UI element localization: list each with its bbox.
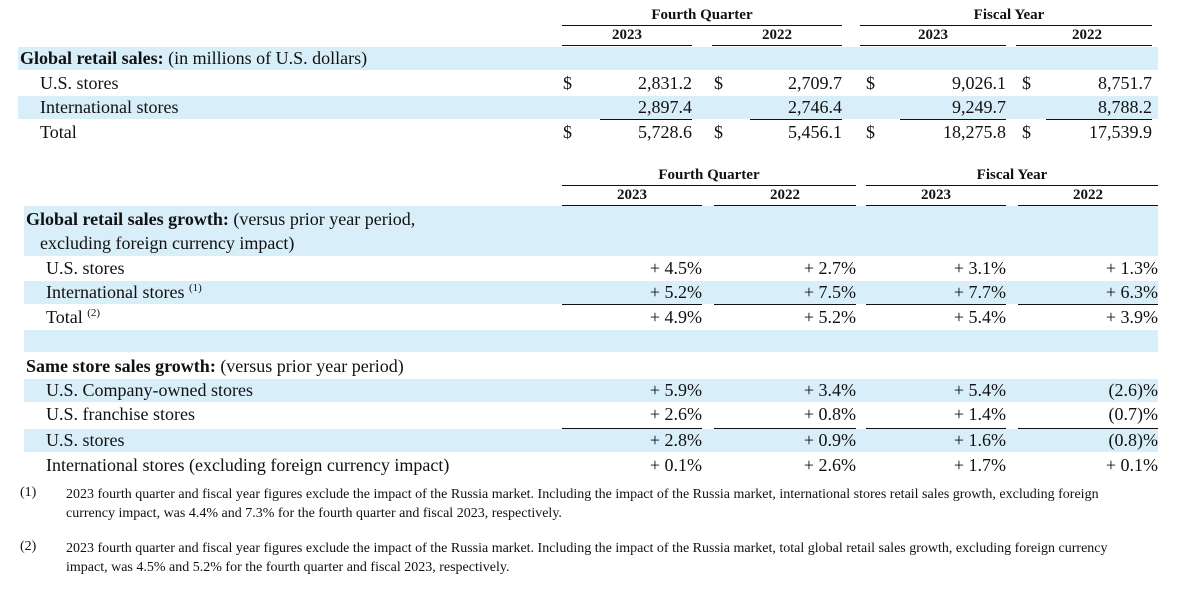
value-cell: + 0.1% (649, 455, 702, 475)
divider (866, 304, 1006, 305)
divider (866, 185, 1158, 186)
footnote-marker: (2) (20, 539, 37, 554)
value-cell: + 4.9% (649, 307, 702, 327)
divider (712, 45, 842, 46)
row-label: International stores $^{(1)}$ (46, 282, 202, 302)
divider (1016, 45, 1152, 46)
row-label: Total (40, 122, 77, 142)
value-cell: 8,751.7 (1098, 73, 1152, 93)
divider (1018, 304, 1158, 305)
value-cell: + 4.5% (649, 258, 702, 278)
row-label: U.S. stores (46, 258, 125, 278)
year-header: 2022 (1073, 187, 1103, 203)
section-title-continued: excluding foreign currency impact) (40, 233, 295, 253)
section-title: Global retail sales growth: (versus prior year period, (26, 209, 416, 229)
value-cell: 2,831.2 (638, 73, 692, 93)
value-cell: + 2.6% (649, 404, 702, 424)
section-title: Global retail sales: (in millions of U.S. dollars) (20, 48, 368, 68)
value-cell: + 7.5% (803, 282, 856, 302)
divider (562, 185, 856, 186)
value-cell: + 5.9% (649, 380, 702, 400)
dollar-sign: $ (1022, 73, 1031, 93)
divider (714, 304, 856, 305)
value-cell: + 5.4% (953, 307, 1006, 327)
value-cell: + 3.4% (803, 380, 856, 400)
dollar-sign: $ (1022, 122, 1031, 142)
value-cell: 5,728.6 (638, 122, 692, 142)
value-cell: 9,026.1 (952, 73, 1006, 93)
value-cell: + 1.4% (953, 404, 1006, 424)
fiscal-year-header: Fiscal Year (973, 7, 1045, 23)
row-label: U.S. stores (46, 430, 125, 450)
value-cell: (0.8)% (1108, 430, 1158, 450)
dollar-sign: $ (714, 73, 723, 93)
divider (562, 25, 842, 26)
value-cell: + 1.6% (953, 430, 1006, 450)
footnote-text: 2023 fourth quarter and fiscal year figures exclude the impact of the Russia market. Including the impact of the Russia market, total global retail sales growth, excluding foreign currency impact, was 4.5% and 5.2% for the fourth quarter and fiscal 2023, respectively. (66, 541, 1108, 575)
value-cell: + 5.2% (649, 282, 702, 302)
value-cell: + 3.1% (953, 258, 1006, 278)
row-shading (24, 330, 1158, 352)
value-cell: 18,275.8 (943, 122, 1006, 142)
value-cell: + 2.6% (803, 455, 856, 475)
divider (600, 119, 692, 120)
footnote-text: 2023 fourth quarter and fiscal year figures exclude the impact of the Russia market. Including the impact of the Russia market, international stores retail sales growth, excluding foreign currency impact, was 4.4% and 7.3% for the fourth quarter and fiscal 2023, respectively. (66, 487, 1099, 521)
dollar-sign: $ (563, 122, 572, 142)
value-cell: 2,897.4 (638, 97, 692, 117)
year-header: 2023 (617, 187, 647, 203)
divider (860, 45, 1006, 46)
value-cell: 5,456.1 (788, 122, 842, 142)
value-cell: + 0.1% (1105, 455, 1158, 475)
divider (562, 45, 692, 46)
value-cell: 9,249.7 (952, 97, 1006, 117)
section-title: Same store sales growth: (versus prior year period) (26, 356, 404, 376)
dollar-sign: $ (866, 122, 875, 142)
row-label: U.S. franchise stores (46, 404, 195, 424)
value-cell: 2,746.4 (788, 97, 842, 117)
value-cell: + 2.7% (803, 258, 856, 278)
year-header: 2022 (1072, 27, 1102, 43)
fiscal-year-header: Fiscal Year (976, 167, 1048, 183)
year-header: 2023 (921, 187, 951, 203)
row-label: U.S. Company-owned stores (46, 380, 253, 400)
row-label: Total $^{(2)}$ (46, 307, 101, 327)
footnote-marker: (1) (20, 485, 37, 500)
value-cell: (2.6)% (1108, 380, 1158, 400)
row-label: U.S. stores (40, 73, 119, 93)
value-cell: 2,709.7 (788, 73, 842, 93)
value-cell: + 1.7% (953, 455, 1006, 475)
dollar-sign: $ (563, 73, 572, 93)
divider (900, 119, 1006, 120)
footnote-ref: (2) (87, 307, 101, 319)
divider (562, 304, 702, 305)
value-cell: + 1.3% (1105, 258, 1158, 278)
footnote-ref: (1) (188, 282, 202, 294)
value-cell: + 3.9% (1105, 307, 1158, 327)
fourth-quarter-header: Fourth Quarter (651, 7, 753, 23)
year-header: 2022 (770, 187, 800, 203)
divider (750, 119, 842, 120)
divider (860, 25, 1152, 26)
value-cell: + 5.2% (803, 307, 856, 327)
value-cell: 8,788.2 (1098, 97, 1152, 117)
year-header: 2023 (612, 27, 642, 43)
value-cell: (0.7)% (1108, 404, 1158, 424)
row-label: International stores (excluding foreign currency impact) (46, 455, 450, 475)
value-cell: 17,539.9 (1089, 122, 1152, 142)
value-cell: + 5.4% (953, 380, 1006, 400)
fourth-quarter-header: Fourth Quarter (658, 167, 760, 183)
value-cell: + 2.8% (649, 430, 702, 450)
year-header: 2023 (918, 27, 948, 43)
year-header: 2022 (762, 27, 792, 43)
row-label: International stores (40, 97, 179, 117)
divider (1046, 119, 1152, 120)
value-cell: + 0.8% (803, 404, 856, 424)
dollar-sign: $ (714, 122, 723, 142)
value-cell: + 0.9% (803, 430, 856, 450)
value-cell: + 7.7% (953, 282, 1006, 302)
dollar-sign: $ (866, 73, 875, 93)
value-cell: + 6.3% (1105, 282, 1158, 302)
